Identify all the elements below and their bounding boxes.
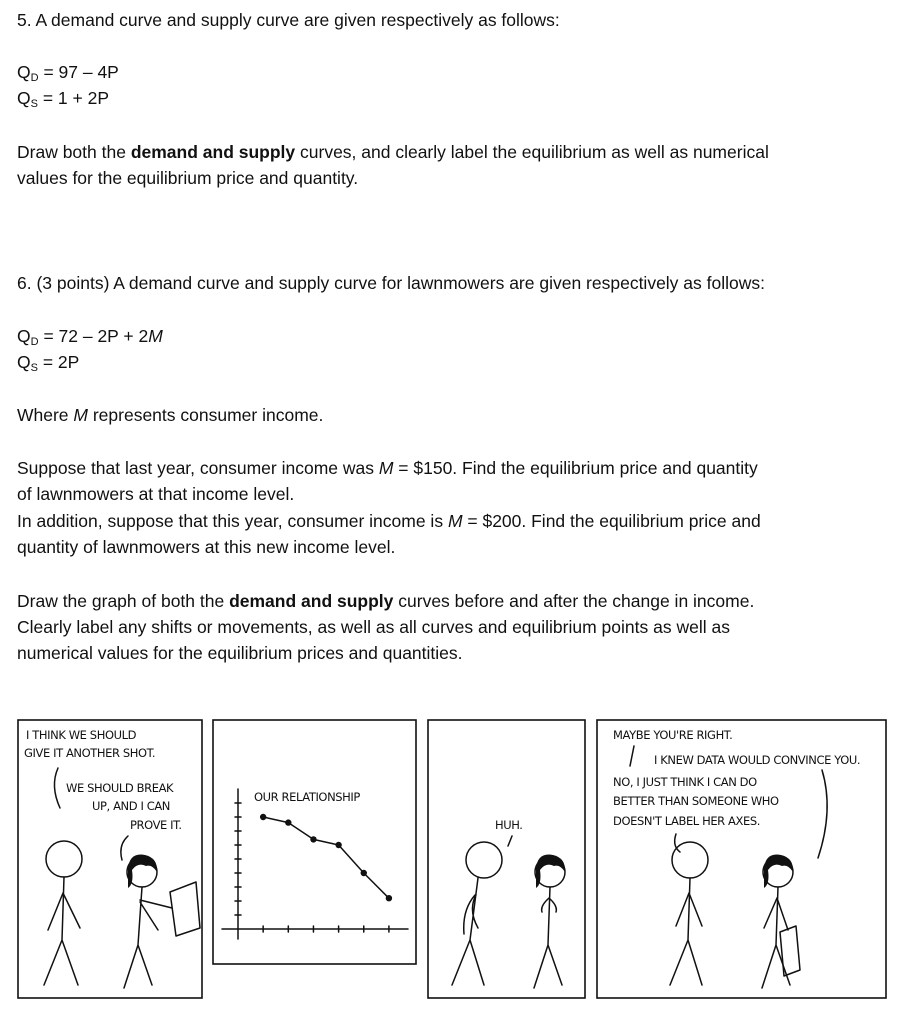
q6-p3-part2: = $200. Find the equilibrium price and [462,511,761,531]
p4-text-5: DOESN'T LABEL HER AXES. [613,814,760,828]
q5-task-line2: values for the equilibrium price and quantity. [17,168,359,188]
q6-draw-line2: Clearly label any shifts or movements, as well as all curves and equilibrium points as well as [17,617,730,637]
chart-point [285,819,291,825]
q6-supply-q: Q [17,352,31,372]
q6-where-part1: Where [17,405,74,425]
p1-text-3: WE SHOULD BREAK [66,781,174,795]
q5-demand-q: Q [17,62,31,82]
p1-text-5: PROVE IT. [130,818,182,832]
p1-text-1: I THINK WE SHOULD [26,728,137,742]
p4-text-4: BETTER THAN SOMEONE WHO [613,794,779,808]
p4-text-2: I KNEW DATA WOULD CONVINCE YOU. [654,753,861,767]
chart-point [310,836,316,842]
p4-text-3: NO, I JUST THINK I CAN DO [613,775,757,789]
q6-demand-subscript: D [30,336,39,348]
q6-where-m: M [73,405,88,425]
q6-supply-rhs: = 2P [37,352,80,372]
q5-task-part2: curves, and clearly label the equilibrium as well as numerical [295,142,769,162]
q6-p1-part2: = $150. Find the equilibrium price and quantity [393,458,758,478]
q5-demand-rhs: = 97 – 4P [38,62,119,82]
p3-text: HUH. [495,818,523,832]
q6-draw-bold: demand and supply [229,591,394,611]
q6-p3-part1: In addition, suppose that this year, consumer income is [17,511,448,531]
chart-point [386,895,392,901]
p2-chart-title: OUR RELATIONSHIP [254,790,360,804]
q5-intro: 5. A demand curve and supply curve are given respectively as follows: [17,10,560,30]
q6-draw-line3: numerical values for the equilibrium prices and quantities. [17,643,463,663]
chart-point [260,814,266,820]
chart-point [335,842,341,848]
q6-para-line2: of lawnmowers at that income level. [17,484,295,504]
q6-demand-q: Q [17,326,31,346]
q6-intro: 6. (3 points) A demand curve and supply curve for lawnmowers are given respectively as follows: [17,273,765,293]
q6-draw-part2: curves before and after the change in income. [393,591,755,611]
q6-demand-rhs: = 72 – 2P + 2 [38,326,149,346]
q6-draw-part1: Draw the graph of both the [17,591,230,611]
q6-p1-part1: Suppose that last year, consumer income was [17,458,379,478]
p1-text-2: GIVE IT ANOTHER SHOT. [24,746,156,760]
q6-supply-subscript: S [30,362,38,374]
q6-p3-m: M [447,511,463,531]
q5-demand-subscript: D [30,72,39,84]
q5-task-part1: Draw both the [17,142,131,162]
q6-para-line4: quantity of lawnmowers at this new income level. [17,537,396,557]
p1-text-4: UP, AND I CAN [92,799,170,813]
q5-supply-q: Q [17,88,31,108]
q5-supply-rhs: = 1 + 2P [37,88,109,108]
comic-panel-3 [428,720,585,998]
p4-text-1: MAYBE YOU'RE RIGHT. [613,728,733,742]
q6-demand-m: M [148,326,163,346]
q6-p1-m: M [378,458,394,478]
chart-point [361,870,367,876]
q5-task-bold: demand and supply [130,142,296,162]
q6-where-part2: represents consumer income. [87,405,324,425]
q5-supply-subscript: S [30,98,38,110]
